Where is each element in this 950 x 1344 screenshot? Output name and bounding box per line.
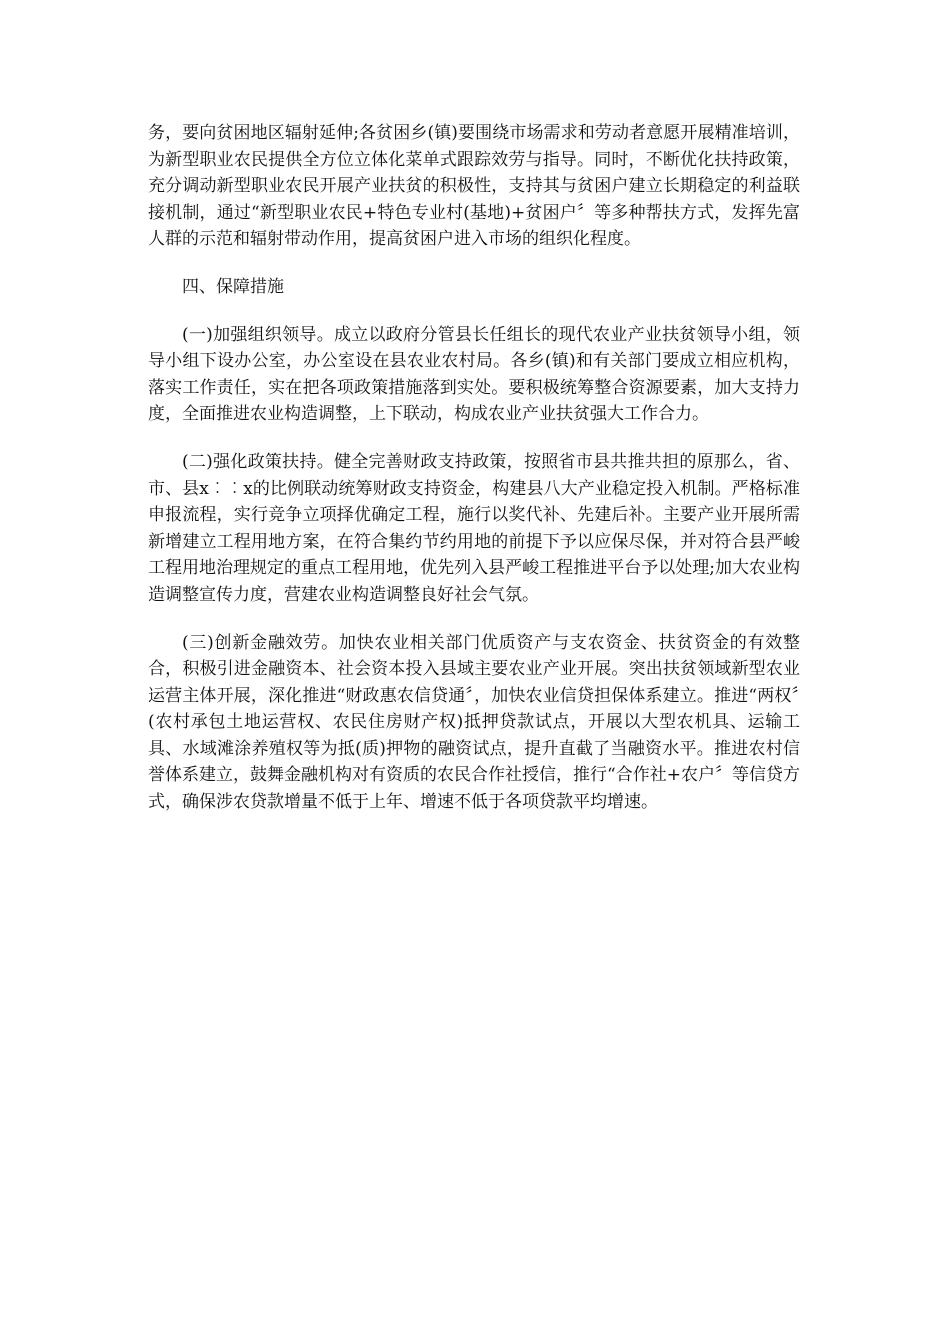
- measure-paragraph-3: (三)创新金融效劳。加快农业相关部门优质资产与支农资金、扶贫资金的有效整合，积极引进金融资本、社会资本投入县域主要农业产业开展。突出扶贫领域新型农业运营主体开展，深化推进“财政惠农信贷通〞，加快农业信贷担保体系建立。推进“两权〞(农村承包土地运营权、农民住房财产权)抵押贷款试点，开展以大型农机具、运输工具、水域滩涂养殖权等为抵(质)押物的融资试点，提升直截了当融资水平。推进农村信誉体系建立，鼓舞金融机构对有资质的农民合作社授信，推行“合作社+农户〞等信贷方式，确保涉农贷款增量不低于上年、增速不低于各项贷款平均增速。: [148, 632, 800, 813]
- section-heading: 四、保障措施: [182, 276, 284, 297]
- document-page: [148, 120, 800, 837]
- continuation-paragraph: 务，要向贫困地区辐射延伸;各贫困乡(镇)要围绕市场需求和劳动者意愿开展精准培训，为新型职业农民提供全方位立体化菜单式跟踪效劳与指导。同时，不断优化扶持政策，充分调动新型职业农民开展产业扶贫的积极性，支持其与贫困户建立长期稳定的利益联接机制，通过“新型职业农民+特色专业村(基地)+贫困户〞等多种帮扶方式，发挥先富人群的示范和辐射带动作用，提高贫困户进入市场的组织化程度。: [148, 123, 800, 250]
- measure-paragraph-2: (二)强化政策扶持。健全完善财政支持政策，按照省市县共推共担的原那么，省、市、县x︰︰x的比例联动统筹财政支持资金，构建县八大产业稳定投入机制。严格标准申报流程，实行竞争立项择优确定工程，施行以奖代补、先建后补。主要产业开展所需新增建立工程用地方案，在符合集约节约用地的前提下予以应保尽保，并对符合县严峻工程用地治理规定的重点工程用地，优先列入县严峻工程推进平台予以处理;加大农业构造调整宣传力度，营建农业构造调整良好社会气氛。: [148, 451, 800, 605]
- measure-paragraph-1: (一)加强组织领导。成立以政府分管县长任组长的现代农业产业扶贫领导小组，领导小组下设办公室，办公室设在县农业农村局。各乡(镇)和有关部门要成立相应机构，落实工作责任，实在把各项政策措施落到实处。要积极统筹整合资源要素，加大支持力度，全面推进农业构造调整，上下联动，构成农业产业扶贫强大工作合力。: [148, 324, 800, 425]
